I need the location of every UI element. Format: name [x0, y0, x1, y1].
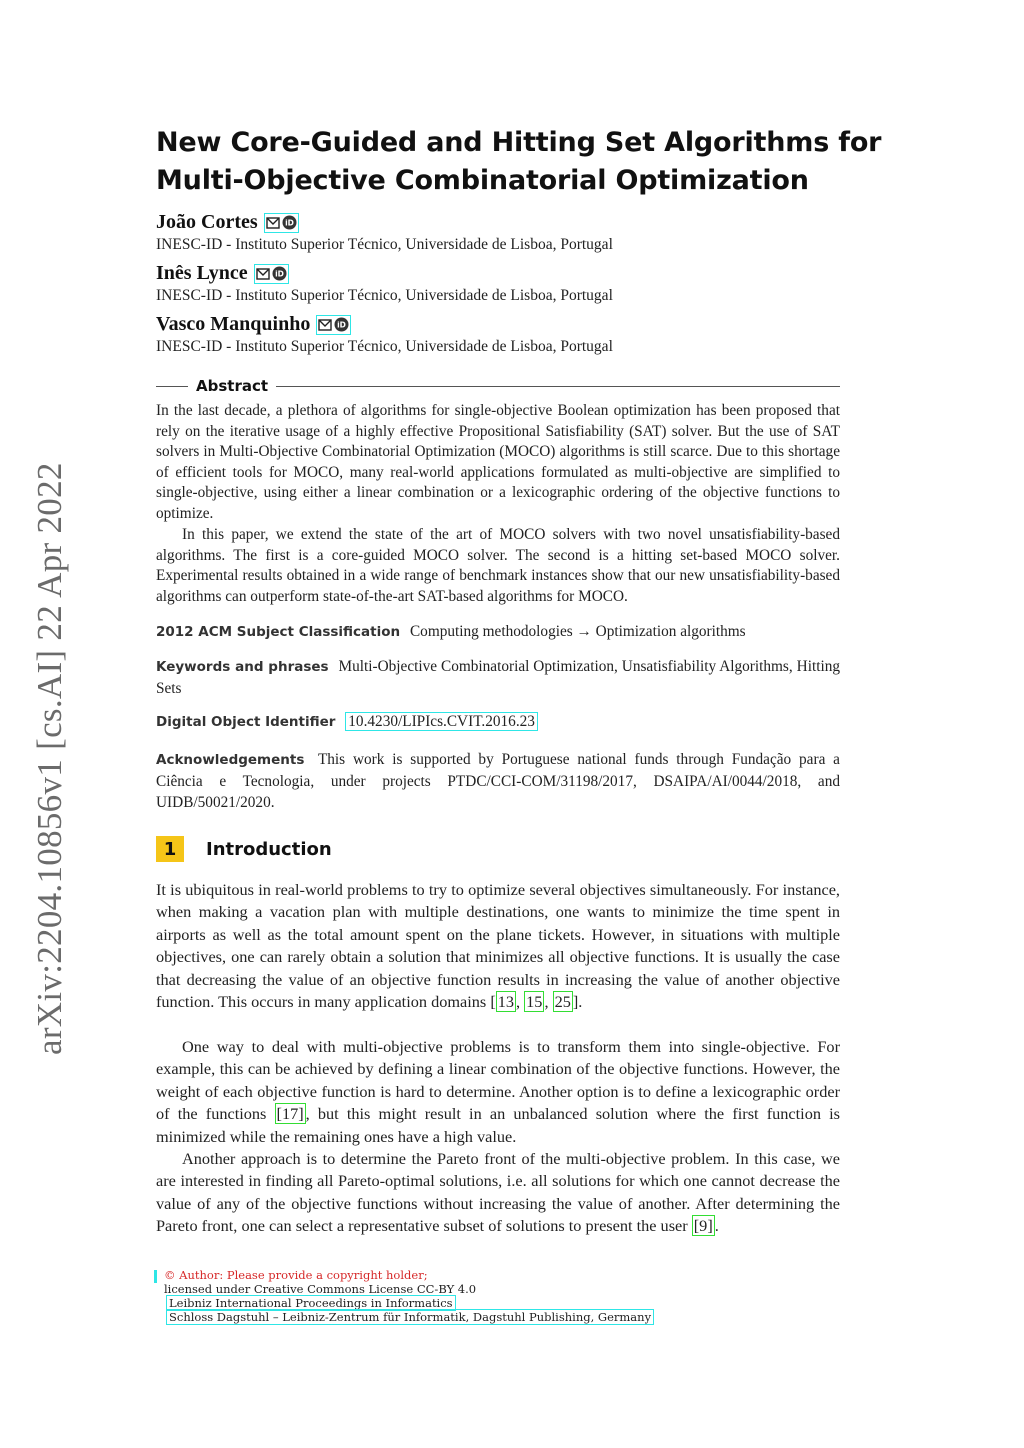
intro-paragraph-3: [156, 1148, 840, 1238]
title-line-2: Multi-Objective Combinatorial Optimization: [156, 165, 809, 196]
intro-text: It is ubiquitous in real-world problems to try to optimize several objectives simultaneously. For instance, when making a vacation plan with multiple destinations, one wants to minimize the time spent in airports as well as the total amount spent on the plane tickets. However, in situations with multiple objectives, one can rarely obtain a solution that minimizes all objective functions. It is usually the case that decreasing the value of an objective function results in increasing the value of another objective function. This occurs in many application domains: [156, 880, 840, 1012]
author-name: Inês Lynce: [156, 262, 248, 284]
ack-label: Acknowledgements: [156, 752, 305, 768]
intro-text: One way to deal with multi-objective problems is to transform them into single-objective. For example, this can be achieved by defining a linear combination of the objective functions. However, the weight of each objective function is hard to determine. Another option is to define a lexicographic order of the functions: [156, 1037, 840, 1124]
citation-link[interactable]: 13: [497, 992, 515, 1012]
publisher-link-wrap: [166, 1310, 654, 1324]
copyright-line: © Author: Please provide a copyright holder;: [164, 1268, 428, 1282]
acm-label: 2012 ACM Subject Classification: [156, 624, 401, 640]
author-links[interactable]: [264, 213, 299, 233]
author-name: João Cortes: [156, 211, 258, 233]
series-link-wrap: [166, 1296, 456, 1310]
footer-marker: [154, 1270, 157, 1283]
license-line: licensed under Creative Commons License CC-BY 4.0: [164, 1282, 477, 1296]
author-links[interactable]: [316, 315, 351, 335]
divider: [276, 386, 840, 387]
arxiv-identifier: arXiv:2204.10856v1 [cs.AI] 22 Apr 2022: [30, 462, 69, 1055]
intro-paragraph-2: [156, 1036, 840, 1148]
keywords-text: Multi-Objective Combinatorial Optimization, Unsatisfiability Algorithms, Hitting Sets: [156, 658, 840, 697]
acm-classification: [156, 621, 840, 643]
intro-text: Another approach is to determine the Pareto front of the multi-objective problem. In this case, we are interested in finding all Pareto-optimal solutions, i.e. all solutions for which one cannot decrease the value of any of the objective functions without increasing the value of another. After determining the Pareto front, one can select a representative subset of solutions to present the user: [156, 1149, 840, 1236]
author-1-affiliation: INESC-ID - Instituto Superior Técnico, Universidade de Lisboa, Portugal: [156, 236, 613, 253]
abstract-heading: [156, 376, 840, 396]
orcid-icon[interactable]: [334, 317, 349, 332]
email-icon[interactable]: [256, 268, 270, 280]
abstract-paragraph-2: In this paper, we extend the state of the art of MOCO solvers with two novel unsatisfiability-based algorithms. The first is a core-guided MOCO solver. The second is a hitting set-based MOCO solver. Experimental results obtained in a wide range of benchmark instances show that our new unsatisfiability-based algorithms can outperform state-of-the-art SAT-based algorithms for MOCO.: [156, 526, 840, 605]
citation-link[interactable]: [17]: [276, 1104, 304, 1124]
abstract-paragraph-1: In the last decade, a plethora of algorithms for single-objective Boolean optimization has been proposed that rely on the iterative usage of a highly effective Propositional Satisfiability (SAT) solver. But the use of SAT solvers in Multi-Objective Combinatorial Optimization (MOCO) algorithms is still scarce. Due to this shortage of efficient tools for MOCO, many real-world applications formulated as multi-objective are simplified to single-objective, using either a linear combination or a lexicographic ordering of the objective functions to optimize.: [156, 402, 840, 522]
period: .: [714, 1216, 719, 1236]
orcid-icon[interactable]: [272, 266, 287, 281]
acm-text: Computing methodologies → Optimization algorithms: [409, 623, 746, 640]
abstract-label: Abstract: [196, 377, 269, 395]
intro-paragraph-1: [156, 879, 840, 1013]
ack-text: This work is supported by Portuguese national funds through Fundação para a Ciência e Tecnologia, under projects PTDC/CCI-COM/31198/2017, DSAIPA/AI/0044/2018, and UIDB/50021/2020.: [156, 751, 840, 811]
separator: ,: [516, 992, 525, 1012]
author-3: [156, 313, 351, 336]
acknowledgements: [156, 749, 840, 813]
orcid-icon[interactable]: [282, 215, 297, 230]
bracket: ].: [572, 992, 583, 1012]
email-icon[interactable]: [318, 319, 332, 331]
doi-label: Digital Object Identifier: [156, 714, 336, 730]
svg-text:iD: iD: [274, 269, 284, 279]
author-1: [156, 211, 299, 234]
keywords: [156, 656, 840, 699]
title-line-1: New Core-Guided and Hitting Set Algorithms for: [156, 127, 882, 158]
author-name: Vasco Manquinho: [156, 313, 311, 335]
author-2: [156, 262, 289, 285]
section-heading: [156, 836, 332, 862]
bracket: [: [490, 992, 496, 1012]
keywords-label: Keywords and phrases: [156, 659, 329, 675]
divider: [156, 386, 188, 387]
svg-text:iD: iD: [284, 218, 294, 228]
series-link[interactable]: Leibniz International Proceedings in Informatics: [166, 1295, 456, 1311]
citation-link[interactable]: 15: [526, 992, 543, 1012]
author-links[interactable]: [254, 264, 289, 284]
intro-text: , but this might result in an unbalanced solution where the first function is minimized while the remaining ones have a high value.: [156, 1104, 840, 1146]
citation-link[interactable]: 25: [554, 992, 571, 1012]
paper-title: [156, 124, 882, 200]
author-2-affiliation: INESC-ID - Instituto Superior Técnico, Universidade de Lisboa, Portugal: [156, 287, 613, 304]
doi: [156, 711, 840, 733]
doi-link[interactable]: 10.4230/LIPIcs.CVIT.2016.23: [345, 712, 538, 731]
author-3-affiliation: INESC-ID - Instituto Superior Técnico, Universidade de Lisboa, Portugal: [156, 338, 613, 355]
separator: ,: [544, 992, 553, 1012]
publisher-link[interactable]: Schloss Dagstuhl – Leibniz-Zentrum für Informatik, Dagstuhl Publishing, Germany: [166, 1309, 654, 1325]
section-number: 1: [156, 836, 184, 862]
citation-link[interactable]: [9]: [693, 1216, 713, 1236]
section-title: Introduction: [206, 838, 332, 860]
email-icon[interactable]: [266, 217, 280, 229]
svg-text:iD: iD: [337, 320, 347, 330]
